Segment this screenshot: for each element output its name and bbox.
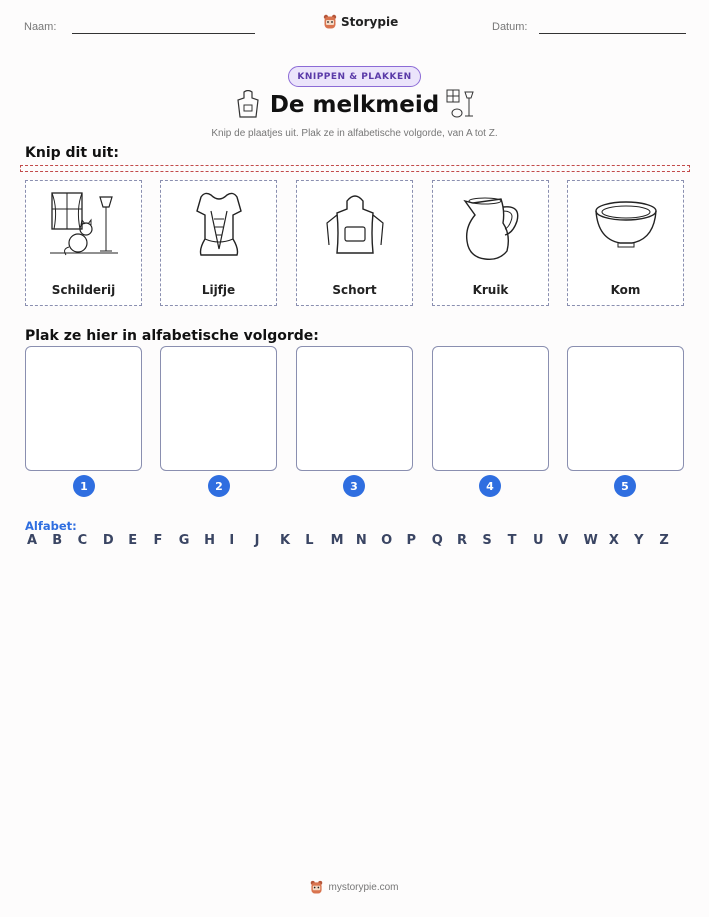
slot-number-5: 5 bbox=[614, 475, 636, 497]
alphabet-letter: A bbox=[27, 533, 38, 548]
brand-logo bbox=[323, 14, 398, 30]
jug-icon bbox=[455, 189, 527, 267]
alphabet-letter: V bbox=[558, 533, 569, 548]
bowl-icon bbox=[590, 189, 662, 267]
cut-line bbox=[20, 165, 690, 172]
cut-card-kruik[interactable] bbox=[432, 180, 549, 306]
window-lamp-small-icon bbox=[445, 88, 477, 120]
slot-number-4: 4 bbox=[479, 475, 501, 497]
card-label: Kom bbox=[610, 283, 641, 297]
alphabet-letter: S bbox=[482, 533, 492, 548]
alphabet-row bbox=[27, 533, 685, 548]
card-label: Schort bbox=[332, 283, 377, 297]
cut-card-schilderij[interactable] bbox=[25, 180, 142, 306]
paste-slot-3[interactable] bbox=[296, 346, 413, 471]
instructions: Knip de plaatjes uit. Plak ze in alfabetische volgorde, van A tot Z. bbox=[211, 128, 498, 139]
paste-slot-2[interactable] bbox=[160, 346, 277, 471]
paste-slot-5[interactable] bbox=[567, 346, 684, 471]
alphabet-letter: Z bbox=[659, 533, 669, 548]
paste-slot-1[interactable] bbox=[25, 346, 142, 471]
apron-icon bbox=[319, 189, 391, 267]
card-label: Schilderij bbox=[51, 283, 116, 297]
alphabet-letter: O bbox=[381, 533, 393, 548]
alphabet-letter: Y bbox=[634, 533, 644, 548]
cut-card-lijfje[interactable] bbox=[160, 180, 277, 306]
bodice-icon bbox=[183, 189, 255, 267]
alphabet-letter: K bbox=[279, 533, 291, 548]
footer bbox=[0, 880, 709, 895]
alphabet-letter: I bbox=[229, 533, 235, 548]
alphabet-letter: W bbox=[583, 533, 598, 548]
alphabet-letter: M bbox=[330, 533, 344, 548]
page-title: De melkmeid bbox=[269, 92, 440, 118]
window-cat-lamp-icon bbox=[48, 189, 120, 267]
alphabet-letter: G bbox=[178, 533, 190, 548]
paste-heading: Plak ze hier in alfabetische volgorde: bbox=[25, 328, 319, 344]
name-line bbox=[72, 33, 255, 34]
storypie-bear-icon bbox=[323, 14, 337, 30]
alphabet-letter: F bbox=[153, 533, 163, 548]
cut-card-schort[interactable] bbox=[296, 180, 413, 306]
slot-number-3: 3 bbox=[343, 475, 365, 497]
footer-url[interactable]: mystorypie.com bbox=[328, 882, 399, 893]
slot-number-2: 2 bbox=[208, 475, 230, 497]
storypie-bear-icon bbox=[310, 880, 323, 895]
alphabet-letter: T bbox=[507, 533, 517, 548]
cut-heading: Knip dit uit: bbox=[25, 145, 119, 161]
date-label: Datum: bbox=[492, 21, 528, 33]
alphabet-letter: P bbox=[406, 533, 416, 548]
paste-slot-4[interactable] bbox=[432, 346, 549, 471]
card-label: Lijfje bbox=[201, 283, 236, 297]
activity-badge: KNIPPEN & PLAKKEN bbox=[288, 66, 421, 87]
alphabet-letter: R bbox=[457, 533, 468, 548]
name-label: Naam: bbox=[24, 21, 57, 33]
cut-card-kom[interactable] bbox=[567, 180, 684, 306]
alphabet-letter: L bbox=[305, 533, 314, 548]
alphabet-letter: H bbox=[204, 533, 215, 548]
alphabet-letter: U bbox=[532, 533, 544, 548]
alphabet-letter: D bbox=[102, 533, 114, 548]
alphabet-letter: N bbox=[355, 533, 367, 548]
card-label: Kruik bbox=[472, 283, 509, 297]
slot-number-1: 1 bbox=[73, 475, 95, 497]
alphabet-heading: Alfabet: bbox=[25, 519, 77, 533]
alphabet-letter: X bbox=[608, 533, 619, 548]
alphabet-letter: Q bbox=[431, 533, 443, 548]
alphabet-letter: C bbox=[77, 533, 88, 548]
alphabet-letter: E bbox=[128, 533, 138, 548]
alphabet-letter: B bbox=[52, 533, 63, 548]
brand-name: Storypie bbox=[341, 15, 399, 29]
alphabet-letter: J bbox=[254, 533, 260, 548]
date-line bbox=[539, 33, 686, 34]
